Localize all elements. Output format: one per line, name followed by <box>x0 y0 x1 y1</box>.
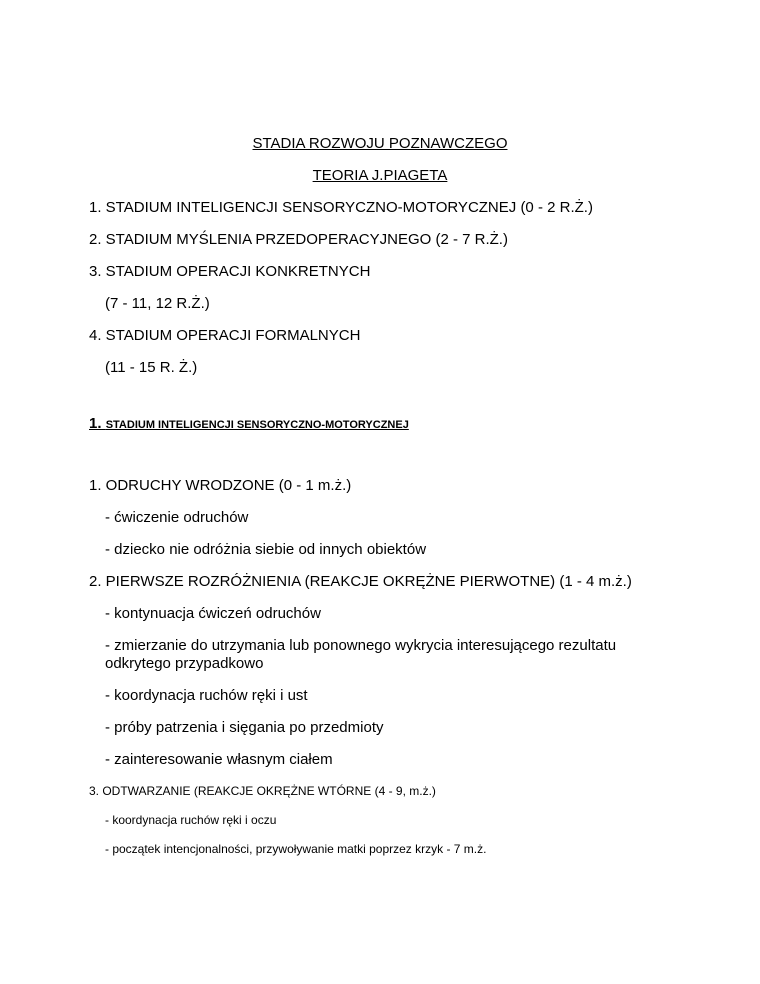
section-number: 1. <box>89 415 102 432</box>
sub1-item-2: - dziecko nie odróżnia siebie od innych obiektów <box>105 541 427 558</box>
section-title: STADIUM INTELIGENCJI SENSORYCZNO-MOTORYCZNEJ <box>105 419 409 431</box>
sub3-item-1: - koordynacja ruchów ręki i oczu <box>105 813 277 827</box>
stage-1: 1. STADIUM INTELIGENCJI SENSORYCZNO-MOTORYCZNEJ (0 - 2 R.Ż.) <box>89 199 593 216</box>
section-heading <box>89 415 409 434</box>
sub1-title: 1. ODRUCHY WRODZONE (0 - 1 m.ż.) <box>89 477 352 494</box>
sub3-item-2: - początek intencjonalności, przywoływanie matki poprzez krzyk - 7 m.ż. <box>105 842 487 856</box>
sub2-item-5: - zainteresowanie własnym ciałem <box>105 751 333 768</box>
stage-4: 4. STADIUM OPERACJI FORMALNYCH <box>89 327 361 344</box>
stage-2: 2. STADIUM MYŚLENIA PRZEDOPERACYJNEGO (2 - 7 R.Ż.) <box>89 231 508 248</box>
sub2-item-1: - kontynuacja ćwiczeń odruchów <box>105 605 321 622</box>
stage-4-range: (11 - 15 R. Ż.) <box>105 359 198 376</box>
stage-3: 3. STADIUM OPERACJI KONKRETNYCH <box>89 263 371 280</box>
page-subtitle: TEORIA J.PIAGETA <box>312 167 448 184</box>
sub1-item-1: - ćwiczenie odruchów <box>105 509 249 526</box>
sub3-title: 3. ODTWARZANIE (REAKCJE OKRĘŻNE WTÓRNE (4 - 9, m.ż.) <box>89 784 436 798</box>
page-title: STADIA ROZWOJU POZNAWCZEGO <box>252 135 508 152</box>
sub2-item-4: - próby patrzenia i sięgania po przedmioty <box>105 719 384 736</box>
stage-3-range: (7 - 11, 12 R.Ż.) <box>105 295 210 312</box>
sub2-item-3: - koordynacja ruchów ręki i ust <box>105 687 308 704</box>
sub2-title: 2. PIERWSZE ROZRÓŻNIENIA (REAKCJE OKRĘŻNE PIERWOTNE) (1 - 4 m.ż.) <box>89 573 632 590</box>
sub2-item-2: - zmierzanie do utrzymania lub ponownego wykrycia interesującego rezultatu odkrytego przypadkowo <box>105 637 617 672</box>
